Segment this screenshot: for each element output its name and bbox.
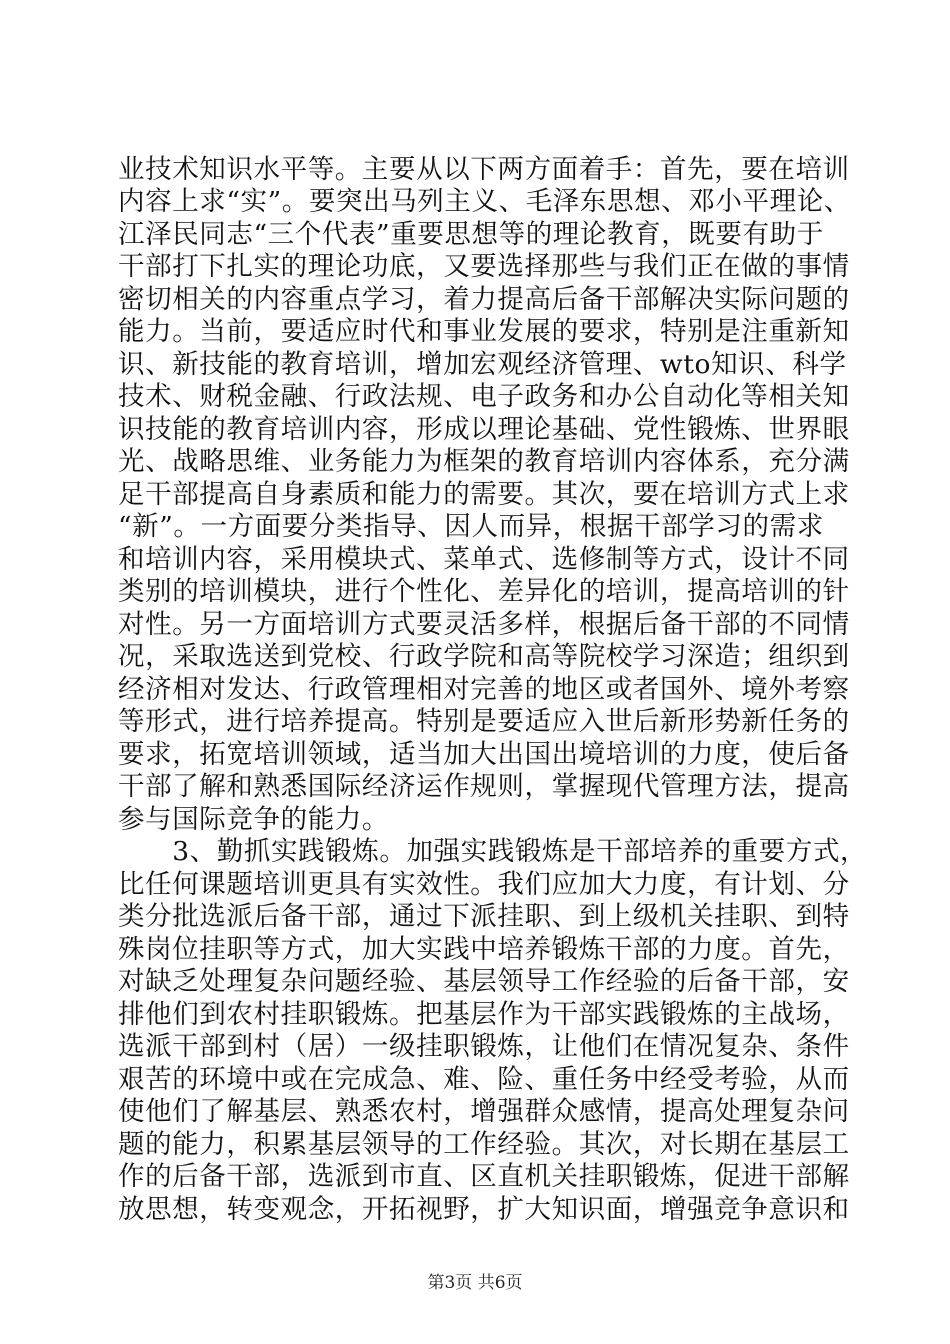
text-line: 3、勤抓实践锻炼。加强实践锻炼是干部培养的重要方式， — [118, 836, 868, 867]
text-line: 对缺乏处理复杂问题经验、基层领导工作经验的后备干部，安 — [118, 966, 850, 997]
text-line: 类分批选派后备干部，通过下派挂职、到上级机关挂职、到特 — [118, 901, 850, 932]
text-line: 业技术知识水平等。主要从以下两方面着手：首先，要在培训 — [118, 154, 850, 185]
text-line: 类别的培训模块，进行个性化、差异化的培训，提高培训的针 — [118, 576, 850, 607]
text-line: 识、新技能的教育培训，增加宏观经济管理、wto知识、科学 — [118, 349, 847, 380]
text-line: 况，采取选送到党校、行政学院和高等院校学习深造；组织到 — [118, 641, 850, 672]
text-line: 识技能的教育培训内容，形成以理论基础、党性锻炼、世界眼 — [118, 414, 850, 445]
text-line: 光、战略思维、业务能力为框架的教育培训内容体系，充分满 — [118, 446, 850, 477]
text-line: 作的后备干部，选派到市直、区直机关挂职锻炼，促进干部解 — [118, 1161, 850, 1192]
text-line: “新”。一方面要分类指导、因人而异，根据干部学习的需求 — [118, 511, 824, 542]
text-line: 干部了解和熟悉国际经济运作规则，掌握现代管理方法，提高 — [118, 771, 850, 802]
page-number-footer: 第3页 共6页 — [427, 1273, 523, 1293]
text-line: 题的能力，积累基层领导的工作经验。其次，对长期在基层工 — [118, 1129, 850, 1160]
text-line: 选派干部到村（居）一级挂职锻炼，让他们在情况复杂、条件 — [118, 1031, 850, 1062]
text-line: 和培训内容，采用模块式、菜单式、选修制等方式，设计不同 — [118, 544, 850, 575]
text-line: 能力。当前，要适应时代和事业发展的要求，特别是注重新知 — [118, 316, 850, 347]
text-line: 比任何课题培训更具有实效性。我们应加大力度，有计划、分 — [118, 869, 850, 900]
text-line: 等形式，进行培养提高。特别是要适应入世后新形势新任务的 — [118, 706, 850, 737]
text-line: 密切相关的内容重点学习，着力提高后备干部解决实际问题的 — [118, 284, 850, 315]
text-line: 江泽民同志“三个代表”重要思想等的理论教育，既要有助于 — [118, 219, 824, 250]
text-line: 内容上求“实”。要突出马列主义、毛泽东思想、邓小平理论、 — [118, 186, 851, 217]
text-line: 艰苦的环境中或在完成急、难、险、重任务中经受考验，从而 — [118, 1064, 850, 1095]
text-line: 技术、财税金融、行政法规、电子政务和办公自动化等相关知 — [118, 381, 850, 412]
text-line: 参与国际竞争的能力。 — [118, 804, 389, 835]
text-line: 殊岗位挂职等方式，加大实践中培养锻炼干部的力度。首先， — [118, 934, 850, 965]
text-line: 放思想，转变观念，开拓视野，扩大知识面，增强竞争意识和 — [118, 1194, 850, 1225]
text-line: 干部打下扎实的理论功底，又要选择那些与我们正在做的事情 — [118, 251, 850, 282]
text-line: 足干部提高自身素质和能力的需要。其次，要在培训方式上求 — [118, 479, 850, 510]
text-line: 要求，拓宽培训领域，适当加大出国出境培训的力度，使后备 — [118, 739, 850, 770]
text-line: 排他们到农村挂职锻炼。把基层作为干部实践锻炼的主战场， — [118, 999, 850, 1030]
text-line: 使他们了解基层、熟悉农村，增强群众感情，提高处理复杂问 — [118, 1096, 850, 1127]
text-line: 经济相对发达、行政管理相对完善的地区或者国外、境外考察 — [118, 674, 850, 705]
text-line: 对性。另一方面培训方式要灵活多样，根据后备干部的不同情 — [118, 609, 850, 640]
